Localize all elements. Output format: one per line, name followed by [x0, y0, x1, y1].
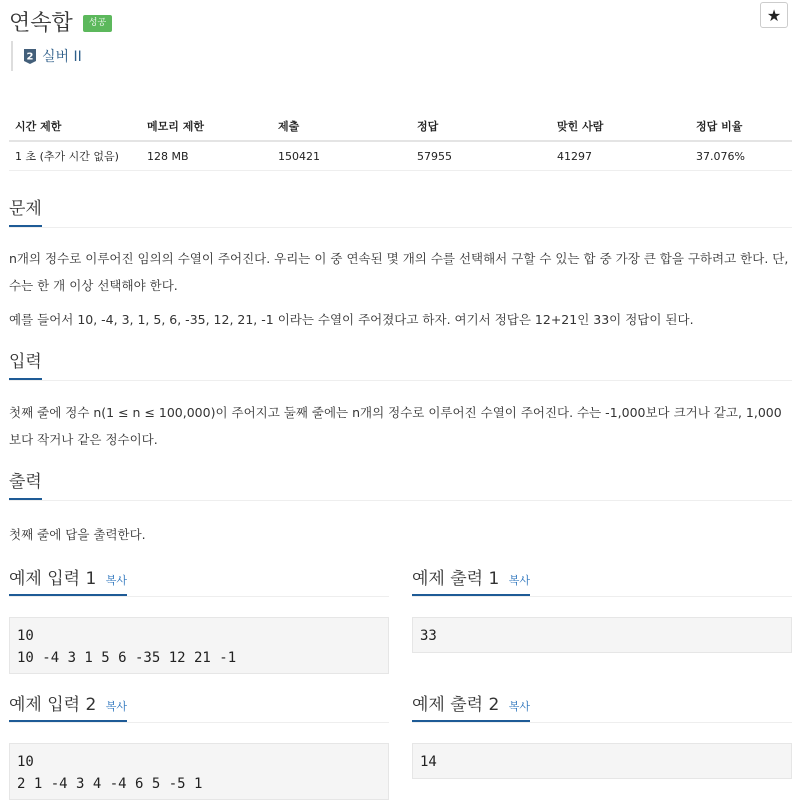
copy-sample-output-2-link[interactable]: 복사	[508, 700, 530, 713]
value-memory-limit: 128 MB	[141, 141, 272, 171]
header-submissions: 제출	[272, 112, 411, 141]
info-value-row	[9, 141, 792, 171]
input-section-head	[9, 349, 792, 381]
sample-output-2-code: 14	[412, 743, 792, 779]
problem-section	[9, 196, 792, 333]
tier-badge[interactable]	[11, 41, 82, 71]
output-description: 첫째 줄에 답을 출력한다.	[9, 527, 146, 542]
header-memory-limit: 메모리 제한	[141, 112, 272, 141]
problem-section-head	[9, 196, 792, 228]
value-submissions[interactable]: 150421	[272, 141, 411, 171]
header-ratio: 정답 비율	[690, 112, 792, 141]
copy-sample-input-2-link[interactable]: 복사	[105, 700, 127, 713]
sample-output-2	[412, 692, 792, 779]
info-header-row	[9, 112, 792, 141]
title-row	[9, 4, 112, 38]
output-section	[9, 469, 792, 548]
sample-output-1-title: 예제 출력 1	[412, 569, 500, 589]
star-button[interactable]	[760, 2, 788, 28]
sample-output-1	[412, 566, 792, 653]
problem-description: n개의 정수로 이루어진 임의의 수열이 주어진다. 우리는 이 중 연속된 몇 개의 수를 선택해서 구할 수 있는 합 중 가장 큰 합을 구하려고 한다. 단, 수는 한 개 이상 선택해야 한다.	[9, 251, 789, 293]
output-section-head	[9, 469, 792, 501]
input-description: 첫째 줄에 정수 n(1 ≤ n ≤ 100,000)이 주어지고 둘째 줄에는 n개의 정수로 이루어진 수열이 주어진다. 수는 -1,000보다 크거나 같고, 1,000보다 작거나 같은 정수이다.	[9, 405, 782, 447]
output-section-title: 출력	[9, 469, 42, 500]
sample-input-2-title: 예제 입력 2	[9, 695, 97, 715]
sample-input-2-code: 10 2 1 -4 3 4 -4 6 5 -5 1	[9, 743, 389, 800]
value-ratio: 37.076%	[690, 141, 792, 171]
sample-output-2-title: 예제 출력 2	[412, 695, 500, 715]
status-badge: 성공	[83, 15, 112, 32]
sample-input-1-head	[9, 566, 389, 597]
star-icon: ★	[766, 5, 782, 25]
sample-output-2-head	[412, 692, 792, 723]
silver-tier-icon	[23, 48, 37, 64]
value-accepted: 57955	[411, 141, 551, 171]
problem-example-text: 예를 들어서 10, -4, 3, 1, 5, 6, -35, 12, 21, -1 이라는 수열이 주어졌다고 하자. 여기서 정답은 12+21인 33이 정답이 된다.	[9, 312, 694, 327]
copy-sample-output-1-link[interactable]: 복사	[508, 574, 530, 587]
info-table	[9, 112, 792, 171]
copy-sample-input-1-link[interactable]: 복사	[105, 574, 127, 587]
sample-output-1-head	[412, 566, 792, 597]
input-section-title: 입력	[9, 349, 42, 380]
input-section	[9, 349, 792, 453]
header-accepted: 정답	[411, 112, 551, 141]
page-title: 연속합	[9, 10, 73, 36]
tier-number: 2	[26, 51, 34, 63]
header-time-limit: 시간 제한	[9, 112, 141, 141]
sample-input-1	[9, 566, 389, 674]
sample-input-2-head	[9, 692, 389, 723]
sample-input-2	[9, 692, 389, 800]
problem-section-title: 문제	[9, 196, 42, 227]
value-time-limit: 1 초 (추가 시간 없음)	[9, 141, 141, 171]
sample-input-1-code: 10 10 -4 3 1 5 6 -35 12 21 -1	[9, 617, 389, 674]
value-solvers[interactable]: 41297	[551, 141, 690, 171]
header-solvers: 맞힌 사람	[551, 112, 690, 141]
sample-input-1-title: 예제 입력 1	[9, 569, 97, 589]
tier-label: 실버 II	[42, 49, 82, 65]
sample-output-1-code: 33	[412, 617, 792, 653]
